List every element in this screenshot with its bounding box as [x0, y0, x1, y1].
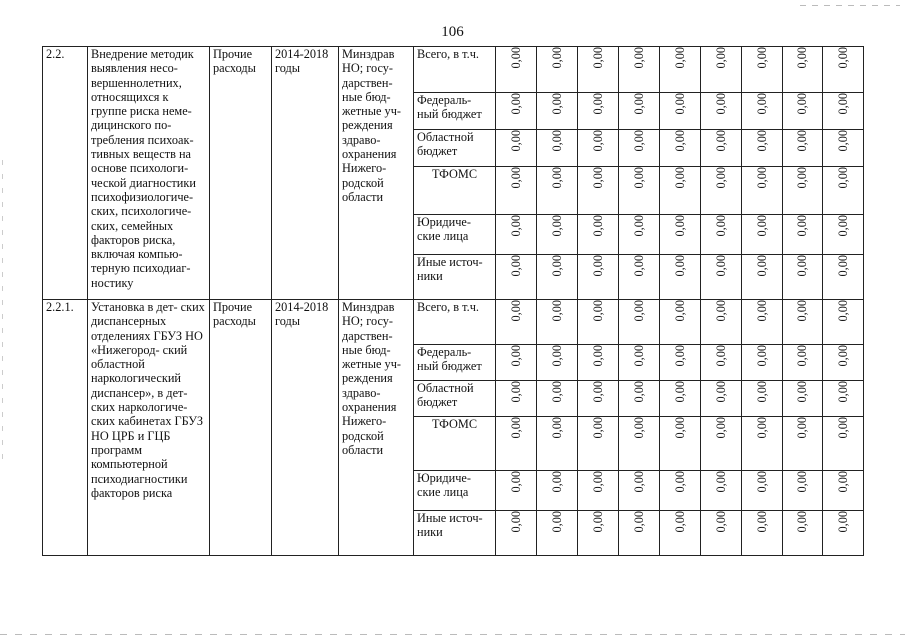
amount-cell	[496, 215, 537, 255]
amount-cell	[660, 47, 701, 93]
amount-value: 0,00	[631, 167, 646, 189]
amount-value: 0,00	[590, 167, 605, 189]
amount-cell	[578, 345, 619, 381]
amount-cell	[496, 130, 537, 167]
amount-value: 0,00	[672, 511, 687, 533]
amount-cell	[660, 471, 701, 511]
amount-value: 0,00	[508, 300, 523, 322]
amount-cell	[619, 167, 660, 215]
amount-value: 0,00	[672, 130, 687, 152]
amount-cell	[783, 130, 823, 167]
amount-value: 0,00	[835, 93, 850, 115]
amount-value: 0,00	[713, 345, 728, 367]
amount-value: 0,00	[835, 47, 850, 69]
amount-value: 0,00	[631, 417, 646, 439]
amount-value: 0,00	[672, 215, 687, 237]
amount-cell	[783, 511, 823, 556]
amount-cell	[537, 381, 578, 417]
amount-value: 0,00	[795, 47, 809, 69]
amount-cell	[578, 167, 619, 215]
amount-cell	[578, 93, 619, 130]
amount-cell	[742, 511, 783, 556]
amount-value: 0,00	[672, 381, 687, 403]
funding-source-label: ТФОМС	[414, 167, 496, 215]
amount-cell	[619, 381, 660, 417]
amount-value: 0,00	[631, 471, 646, 493]
amount-value: 0,00	[590, 130, 605, 152]
amount-value: 0,00	[713, 511, 728, 533]
amount-value: 0,00	[672, 47, 687, 69]
amount-value: 0,00	[549, 471, 564, 493]
amount-value: 0,00	[631, 300, 646, 322]
amount-value: 0,00	[795, 381, 809, 403]
amount-cell	[619, 471, 660, 511]
amount-cell	[701, 93, 742, 130]
amount-value: 0,00	[631, 511, 646, 533]
amount-value: 0,00	[549, 47, 564, 69]
amount-value: 0,00	[672, 255, 687, 277]
amount-value: 0,00	[795, 511, 809, 533]
amount-value: 0,00	[754, 511, 769, 533]
amount-cell	[742, 345, 783, 381]
amount-cell	[742, 417, 783, 471]
amount-value: 0,00	[508, 417, 523, 439]
amount-value: 0,00	[754, 93, 769, 115]
amount-value: 0,00	[835, 471, 850, 493]
amount-cell	[660, 93, 701, 130]
amount-value: 0,00	[672, 167, 687, 189]
amount-value: 0,00	[631, 47, 646, 69]
amount-cell	[701, 47, 742, 93]
amount-cell	[496, 345, 537, 381]
amount-value: 0,00	[631, 381, 646, 403]
amount-cell	[619, 300, 660, 345]
amount-cell	[742, 471, 783, 511]
amount-cell	[701, 417, 742, 471]
amount-value: 0,00	[754, 300, 769, 322]
amount-value: 0,00	[713, 255, 728, 277]
amount-cell	[742, 300, 783, 345]
amount-value: 0,00	[508, 345, 523, 367]
amount-value: 0,00	[549, 300, 564, 322]
amount-cell	[783, 215, 823, 255]
amount-value: 0,00	[754, 471, 769, 493]
amount-cell	[742, 215, 783, 255]
amount-value: 0,00	[754, 417, 769, 439]
amount-value: 0,00	[713, 93, 728, 115]
amount-value: 0,00	[631, 345, 646, 367]
row-number: 2.2.1.	[43, 300, 88, 556]
amount-cell	[619, 130, 660, 167]
amount-value: 0,00	[713, 130, 728, 152]
expense-type: Прочие расходы	[210, 47, 272, 300]
amount-value: 0,00	[754, 215, 769, 237]
amount-value: 0,00	[590, 511, 605, 533]
amount-value: 0,00	[754, 167, 769, 189]
amount-cell	[823, 381, 864, 417]
amount-cell	[783, 93, 823, 130]
amount-cell	[823, 215, 864, 255]
amount-cell	[783, 255, 823, 300]
amount-cell	[742, 130, 783, 167]
amount-cell	[537, 215, 578, 255]
amount-value: 0,00	[631, 215, 646, 237]
amount-cell	[537, 471, 578, 511]
amount-value: 0,00	[835, 381, 850, 403]
amount-cell	[660, 345, 701, 381]
amount-cell	[742, 47, 783, 93]
amount-cell	[701, 511, 742, 556]
funding-source-label: Иные источ- ники	[414, 511, 496, 556]
amount-cell	[496, 381, 537, 417]
funding-source-label: Федераль- ный бюджет	[414, 345, 496, 381]
amount-value: 0,00	[713, 47, 728, 69]
amount-cell	[783, 417, 823, 471]
amount-cell	[823, 511, 864, 556]
amount-value: 0,00	[631, 93, 646, 115]
amount-cell	[578, 300, 619, 345]
amount-value: 0,00	[713, 381, 728, 403]
amount-cell	[823, 255, 864, 300]
period: 2014-2018 годы	[272, 47, 339, 300]
amount-cell	[496, 300, 537, 345]
amount-cell	[660, 130, 701, 167]
amount-value: 0,00	[835, 417, 850, 439]
amount-cell	[783, 381, 823, 417]
amount-cell	[496, 417, 537, 471]
amount-value: 0,00	[590, 417, 605, 439]
amount-cell	[537, 300, 578, 345]
amount-cell	[660, 417, 701, 471]
amount-cell	[783, 167, 823, 215]
table-body	[43, 47, 864, 556]
amount-value: 0,00	[549, 417, 564, 439]
amount-cell	[660, 215, 701, 255]
amount-cell	[823, 93, 864, 130]
amount-value: 0,00	[508, 381, 523, 403]
amount-value: 0,00	[795, 345, 809, 367]
amount-value: 0,00	[549, 255, 564, 277]
row-number: 2.2.	[43, 47, 88, 300]
amount-value: 0,00	[549, 345, 564, 367]
amount-value: 0,00	[835, 300, 850, 322]
funding-source-label: Всего, в т.ч.	[414, 47, 496, 93]
funding-source-label: Областной бюджет	[414, 381, 496, 417]
amount-value: 0,00	[590, 215, 605, 237]
table-row	[43, 47, 864, 93]
amount-value: 0,00	[590, 93, 605, 115]
amount-value: 0,00	[835, 345, 850, 367]
amount-cell	[537, 167, 578, 215]
amount-cell	[619, 417, 660, 471]
amount-cell	[742, 167, 783, 215]
amount-value: 0,00	[713, 471, 728, 493]
amount-cell	[578, 47, 619, 93]
amount-cell	[742, 255, 783, 300]
amount-cell	[537, 130, 578, 167]
amount-value: 0,00	[795, 215, 809, 237]
amount-cell	[578, 130, 619, 167]
amount-cell	[823, 47, 864, 93]
amount-value: 0,00	[795, 471, 809, 493]
amount-cell	[496, 93, 537, 130]
amount-cell	[701, 300, 742, 345]
amount-value: 0,00	[631, 255, 646, 277]
amount-value: 0,00	[590, 47, 605, 69]
amount-value: 0,00	[672, 345, 687, 367]
amount-cell	[701, 381, 742, 417]
amount-value: 0,00	[754, 130, 769, 152]
funding-source-label: Иные источ- ники	[414, 255, 496, 300]
amount-value: 0,00	[508, 47, 523, 69]
amount-cell	[537, 417, 578, 471]
amount-cell	[537, 93, 578, 130]
amount-value: 0,00	[795, 417, 809, 439]
amount-value: 0,00	[549, 167, 564, 189]
amount-value: 0,00	[713, 167, 728, 189]
amount-cell	[783, 345, 823, 381]
amount-value: 0,00	[672, 417, 687, 439]
amount-value: 0,00	[590, 471, 605, 493]
amount-value: 0,00	[672, 471, 687, 493]
amount-cell	[823, 130, 864, 167]
amount-value: 0,00	[713, 300, 728, 322]
funding-source-label: Юридиче- ские лица	[414, 215, 496, 255]
amount-value: 0,00	[672, 300, 687, 322]
budget-table	[42, 46, 864, 556]
scan-artifact-bottom	[0, 634, 905, 635]
amount-value: 0,00	[835, 215, 850, 237]
amount-cell	[660, 511, 701, 556]
amount-cell	[619, 511, 660, 556]
amount-value: 0,00	[835, 511, 850, 533]
amount-value: 0,00	[508, 511, 523, 533]
amount-value: 0,00	[549, 381, 564, 403]
amount-cell	[619, 47, 660, 93]
amount-value: 0,00	[549, 130, 564, 152]
amount-value: 0,00	[590, 345, 605, 367]
table-row	[43, 300, 864, 345]
amount-value: 0,00	[549, 215, 564, 237]
amount-cell	[496, 255, 537, 300]
amount-cell	[660, 381, 701, 417]
amount-cell	[823, 417, 864, 471]
amount-value: 0,00	[508, 255, 523, 277]
amount-cell	[783, 47, 823, 93]
amount-value: 0,00	[754, 255, 769, 277]
amount-cell	[537, 511, 578, 556]
amount-cell	[578, 511, 619, 556]
amount-value: 0,00	[835, 130, 850, 152]
amount-cell	[578, 255, 619, 300]
amount-value: 0,00	[754, 47, 769, 69]
amount-value: 0,00	[713, 417, 728, 439]
amount-cell	[537, 345, 578, 381]
amount-value: 0,00	[590, 300, 605, 322]
amount-cell	[660, 300, 701, 345]
executor: Минздрав НО; госу- дарствен- ные бюд- жетные уч- реждения здраво- охранения Нижего- родской области	[339, 47, 414, 300]
amount-value: 0,00	[549, 93, 564, 115]
amount-cell	[783, 300, 823, 345]
executor: Минздрав НО; госу- дарствен- ные бюд- жетные уч- реждения здраво- охранения Нижего- родской области	[339, 300, 414, 556]
amount-cell	[823, 471, 864, 511]
amount-value: 0,00	[795, 130, 809, 152]
funding-source-label: Юридиче- ские лица	[414, 471, 496, 511]
scan-artifact-left	[2, 160, 3, 460]
amount-value: 0,00	[795, 167, 809, 189]
amount-value: 0,00	[549, 511, 564, 533]
amount-cell	[783, 471, 823, 511]
amount-cell	[619, 255, 660, 300]
scan-artifact-top	[800, 5, 900, 6]
amount-cell	[578, 471, 619, 511]
amount-value: 0,00	[508, 93, 523, 115]
amount-cell	[701, 345, 742, 381]
amount-cell	[701, 167, 742, 215]
amount-value: 0,00	[508, 471, 523, 493]
amount-value: 0,00	[835, 255, 850, 277]
amount-cell	[496, 471, 537, 511]
amount-value: 0,00	[795, 255, 809, 277]
amount-cell	[660, 167, 701, 215]
amount-value: 0,00	[795, 300, 809, 322]
amount-cell	[578, 381, 619, 417]
amount-cell	[823, 300, 864, 345]
amount-cell	[496, 511, 537, 556]
amount-value: 0,00	[590, 255, 605, 277]
measure-name: Внедрение методик выявления несо- вершеннолетних, относящихся к группе риска немe- дицинского по- требления психоак- тивных веществ на основе психологи- ческой диагностики психофизиологиче- ских, психологиче- ских, семейных факторов риска, включая компью- терную психодиаг- ностику	[88, 47, 210, 300]
amount-value: 0,00	[795, 93, 809, 115]
amount-value: 0,00	[508, 215, 523, 237]
page-number: 106	[441, 24, 464, 40]
period: 2014-2018 годы	[272, 300, 339, 556]
amount-value: 0,00	[672, 93, 687, 115]
amount-value: 0,00	[713, 215, 728, 237]
amount-cell	[823, 167, 864, 215]
amount-cell	[701, 255, 742, 300]
amount-cell	[742, 381, 783, 417]
amount-cell	[701, 130, 742, 167]
amount-cell	[619, 93, 660, 130]
amount-cell	[823, 345, 864, 381]
funding-source-label: ТФОМС	[414, 417, 496, 471]
amount-cell	[537, 47, 578, 93]
funding-source-label: Федераль- ный бюджет	[414, 93, 496, 130]
expense-type: Прочие расходы	[210, 300, 272, 556]
amount-cell	[537, 255, 578, 300]
amount-value: 0,00	[754, 381, 769, 403]
amount-cell	[701, 215, 742, 255]
amount-cell	[619, 215, 660, 255]
amount-value: 0,00	[508, 167, 523, 189]
amount-value: 0,00	[754, 345, 769, 367]
amount-cell	[496, 167, 537, 215]
amount-cell	[701, 471, 742, 511]
amount-cell	[578, 417, 619, 471]
amount-value: 0,00	[631, 130, 646, 152]
amount-value: 0,00	[590, 381, 605, 403]
funding-source-label: Областной бюджет	[414, 130, 496, 167]
amount-cell	[660, 255, 701, 300]
amount-value: 0,00	[835, 167, 850, 189]
amount-cell	[496, 47, 537, 93]
measure-name: Установка в дет- ских диспансерных отделениях ГБУЗ НО «Нижегород- ский областной наркологический диспансер», в дет- ских наркологиче- ских кабинетах ГБУЗ НО ЦРБ и ГЦБ программ компьютерной психодиагностики факторов риска	[88, 300, 210, 556]
amount-cell	[578, 215, 619, 255]
funding-source-label: Всего, в т.ч.	[414, 300, 496, 345]
amount-value: 0,00	[508, 130, 523, 152]
amount-cell	[619, 345, 660, 381]
amount-cell	[742, 93, 783, 130]
